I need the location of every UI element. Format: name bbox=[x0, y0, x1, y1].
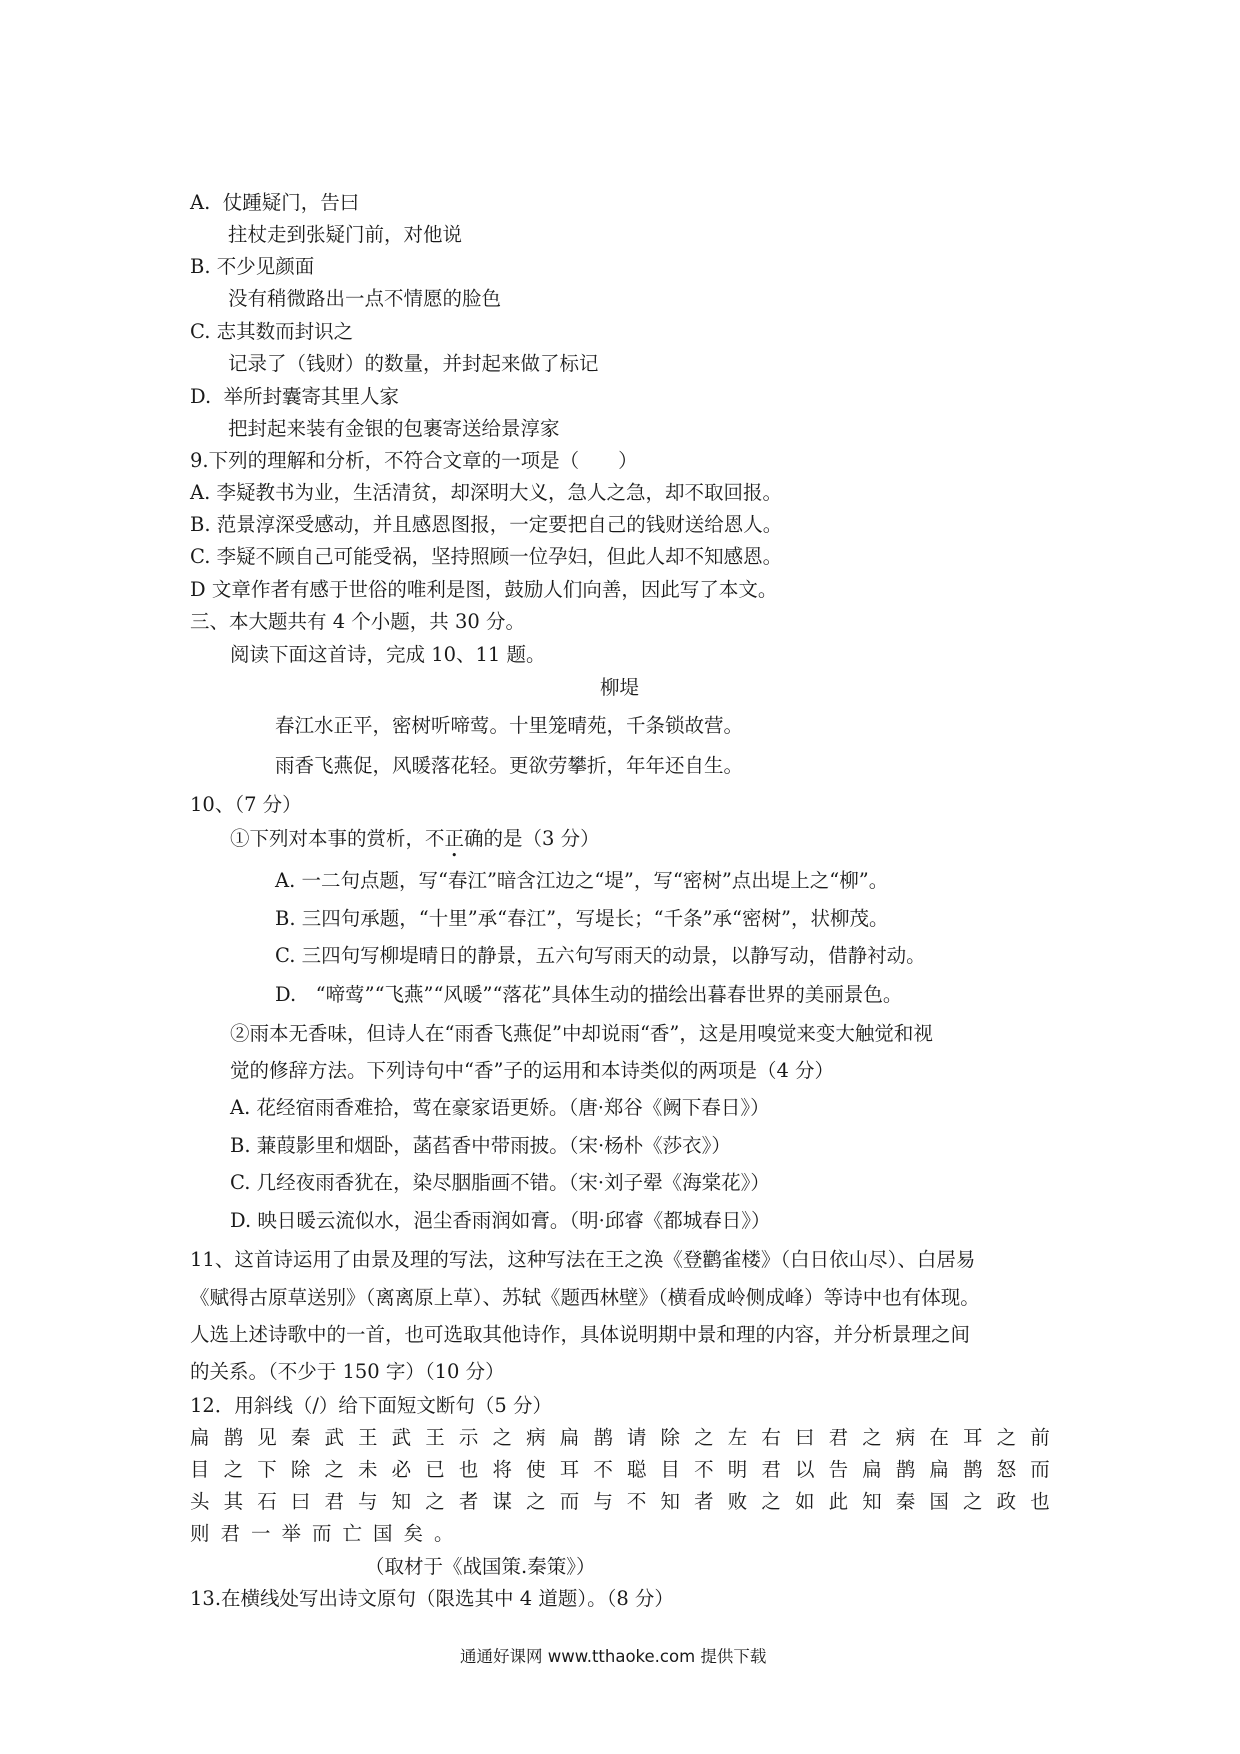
passage-char: 之 bbox=[425, 1490, 445, 1513]
q9-option-b: B. 范景淳深受感动，并且感恩图报，一定要把自己的钱财送给恩人。 bbox=[190, 513, 783, 536]
passage-char: 之 bbox=[492, 1426, 512, 1449]
q8-option-d-gloss: 把封起来装有金银的包裹寄送给景淳家 bbox=[228, 417, 560, 440]
footer-watermark: 通通好课网 www.tthaoke.com 提供下载 bbox=[460, 1647, 767, 1666]
passage-char: 扁 bbox=[190, 1426, 210, 1449]
passage-char: 与 bbox=[593, 1490, 613, 1513]
section3-heading: 三、本大题共有 4 个小题，共 30 分。 bbox=[190, 610, 526, 633]
passage-char: 示 bbox=[458, 1426, 479, 1449]
q9-option-a: A. 李疑教书为业，生活清贫，却深明大义，急人之急，却不取回报。 bbox=[190, 481, 782, 504]
passage-char: 之 bbox=[761, 1490, 781, 1513]
passage-char: 之 bbox=[862, 1426, 882, 1449]
passage-char: 怒 bbox=[996, 1458, 1017, 1481]
q8-option-d bbox=[190, 387, 399, 407]
passage-char: 其 bbox=[223, 1490, 244, 1513]
q8-option-d-label: D. bbox=[190, 385, 212, 408]
passage-char: 病 bbox=[526, 1426, 546, 1449]
q10-sub2-option-a: A. 花经宿雨香难拾，莺在豪家语更娇。（唐·郑谷《阙下春日》） bbox=[230, 1096, 770, 1119]
passage-char: 秦 bbox=[290, 1426, 311, 1449]
poem-title: 柳堤 bbox=[600, 676, 640, 699]
passage-char: 之 bbox=[526, 1490, 546, 1513]
q8-option-a-text: 仗踵疑门，告曰 bbox=[222, 191, 360, 214]
passage-char: 石 bbox=[257, 1490, 277, 1513]
q8-option-b-gloss: 没有稍微路出一点不情愿的脸色 bbox=[228, 287, 502, 310]
passage-char: 扁 bbox=[929, 1458, 949, 1481]
q12-passage-line-2 bbox=[190, 1460, 1050, 1480]
passage-char: 也 bbox=[1030, 1490, 1050, 1513]
poem-line-2: 雨香飞燕促，风暖落花轻。更欲劳攀折，年年还自生。 bbox=[275, 754, 744, 777]
passage-char: 君 bbox=[761, 1458, 781, 1481]
passage-char: 如 bbox=[794, 1490, 815, 1513]
passage-char: 目 bbox=[190, 1458, 210, 1481]
q10-sub2-option-b: B. 蒹葭影里和烟卧，菡萏香中带雨披。（宋·杨朴《莎衣》） bbox=[230, 1134, 731, 1157]
q11-line-1: 11、这首诗运用了由景及理的写法，这种写法在王之涣《登鹳雀楼》（白日依山尽）、白居易 bbox=[190, 1248, 976, 1271]
passage-char: 之 bbox=[963, 1490, 983, 1513]
passage-char: 明 bbox=[727, 1458, 748, 1481]
q10-sub2-option-c: C. 几经夜雨香犹在，染尽胭脂画不错。（宋·刘子翚《海棠花》） bbox=[230, 1171, 770, 1194]
passage-char: 君 bbox=[828, 1426, 849, 1449]
q12-passage-chars-1 bbox=[190, 1428, 1050, 1448]
q8-option-c-gloss: 记录了（钱财）的数量，并封起来做了标记 bbox=[228, 352, 599, 375]
passage-char: 而 bbox=[559, 1490, 580, 1513]
q13-heading: 13.在横线处写出诗文原句（限选其中 4 道题）。（8 分） bbox=[190, 1587, 674, 1610]
passage-char: 者 bbox=[458, 1490, 479, 1513]
passage-char: 知 bbox=[660, 1490, 681, 1513]
passage-char: 下 bbox=[257, 1458, 277, 1481]
poem-line-1: 春江水正平，密树听啼莺。十里笼晴苑，千条锁故营。 bbox=[275, 714, 744, 737]
passage-char: 使 bbox=[526, 1458, 546, 1481]
passage-char: 之 bbox=[996, 1426, 1017, 1449]
passage-char: 之 bbox=[324, 1458, 344, 1481]
passage-char: 扁 bbox=[559, 1426, 580, 1449]
q8-option-d-text: 举所封囊寄其里人家 bbox=[223, 385, 400, 408]
passage-char: 国 bbox=[929, 1490, 949, 1513]
q8-option-c bbox=[190, 322, 353, 342]
q10-sub2-option-d: D. 映日暖云流似水，浥尘香雨润如膏。（明·邱睿《都城春日》） bbox=[230, 1209, 771, 1232]
passage-char: 曰 bbox=[794, 1426, 815, 1449]
q10-sub2-line-2: 觉的修辞方法。下列诗句中“香”子的运用和本诗类似的两项是（4 分） bbox=[230, 1059, 835, 1082]
q11-line-2: 《赋得古原草送别》（离离原上草）、苏轼《题西林壁》（横看成岭侧成峰）等诗中也有体现。 bbox=[190, 1286, 980, 1309]
q12-source: （取材于《战国策.秦策》） bbox=[365, 1555, 596, 1578]
q12-passage-chars-2 bbox=[190, 1460, 1050, 1480]
q12-passage-line-4: 则君一举而亡国矣。 bbox=[190, 1522, 465, 1545]
passage-char: 在 bbox=[929, 1426, 949, 1449]
passage-char: 曰 bbox=[290, 1490, 311, 1513]
q8-option-b-label: B. bbox=[190, 255, 211, 278]
passage-char: 耳 bbox=[559, 1458, 580, 1481]
passage-char: 见 bbox=[257, 1426, 277, 1449]
q10-heading: 10、（7 分） bbox=[190, 793, 302, 816]
q8-option-a-gloss: 拄杖走到张疑门前，对他说 bbox=[228, 223, 463, 246]
passage-char: 知 bbox=[862, 1490, 882, 1513]
q12-heading: 12．用斜线（/）给下面短文断句（5 分） bbox=[190, 1394, 552, 1417]
passage-char: 此 bbox=[828, 1490, 849, 1513]
q8-option-c-text: 志其数而封识之 bbox=[216, 320, 354, 343]
q12-passage-line-1 bbox=[190, 1428, 1050, 1448]
passage-char: 知 bbox=[391, 1490, 412, 1513]
q8-option-a bbox=[190, 193, 359, 213]
passage-char: 右 bbox=[761, 1426, 781, 1449]
q12-passage-chars-3 bbox=[190, 1492, 1050, 1512]
q10-sub1-option-c: C. 三四句写柳堤晴日的静景，五六句写雨天的动景，以静写动，借静衬动。 bbox=[275, 944, 926, 967]
q10-sub1-emphasis: 不正确 bbox=[425, 827, 484, 850]
passage-char: 前 bbox=[1030, 1426, 1050, 1449]
passage-char: 谋 bbox=[492, 1490, 512, 1513]
passage-char: 与 bbox=[358, 1490, 378, 1513]
passage-char: 扁 bbox=[862, 1458, 882, 1481]
q10-sub1-stem bbox=[230, 829, 600, 849]
passage-char: 目 bbox=[660, 1458, 681, 1481]
passage-char: 头 bbox=[190, 1490, 210, 1513]
passage-char: 不 bbox=[694, 1458, 714, 1481]
passage-char: 告 bbox=[828, 1458, 849, 1481]
passage-char: 将 bbox=[492, 1458, 512, 1481]
q10-sub1-before: ①下列对本事的赏析， bbox=[230, 827, 426, 850]
q12-passage-line-3 bbox=[190, 1492, 1050, 1512]
passage-char: 鹊 bbox=[963, 1458, 983, 1481]
passage-char: 也 bbox=[458, 1458, 479, 1481]
passage-char: 王 bbox=[358, 1426, 378, 1449]
passage-char: 鹊 bbox=[895, 1458, 916, 1481]
q10-sub2-line-1: ②雨本无香味，但诗人在“雨香飞燕促”中却说雨“香”，这是用嗅觉来变大触觉和视 bbox=[230, 1022, 933, 1045]
q11-line-4: 的关系。（不少于 150 字）（10 分） bbox=[190, 1360, 505, 1383]
q9-option-d: D 文章作者有感于世俗的唯利是图，鼓励人们向善，因此写了本文。 bbox=[190, 578, 778, 601]
passage-char: 秦 bbox=[895, 1490, 916, 1513]
passage-char: 必 bbox=[391, 1458, 412, 1481]
passage-char: 王 bbox=[425, 1426, 445, 1449]
q9-stem: 9.下列的理解和分析，不符合文章的一项是（ ） bbox=[190, 449, 638, 472]
passage-char: 者 bbox=[694, 1490, 714, 1513]
passage-char: 鹊 bbox=[223, 1426, 244, 1449]
passage-char: 武 bbox=[324, 1426, 344, 1449]
q8-option-a-label: A. bbox=[190, 191, 211, 214]
passage-char: 败 bbox=[727, 1490, 748, 1513]
q10-sub1-option-a: A. 一二句点题，写“春江”暗含江边之“堤”，写“密树”点出堤上之“柳”。 bbox=[275, 869, 889, 892]
passage-char: 除 bbox=[290, 1458, 311, 1481]
passage-char: 之 bbox=[223, 1458, 244, 1481]
passage-char: 而 bbox=[1030, 1458, 1050, 1481]
q11-line-3: 人选上述诗歌中的一首，也可选取其他诗作，具体说明期中景和理的内容，并分析景理之间 bbox=[190, 1323, 971, 1346]
passage-char: 武 bbox=[391, 1426, 412, 1449]
passage-char: 君 bbox=[324, 1490, 344, 1513]
passage-char: 请 bbox=[626, 1426, 647, 1449]
passage-char: 之 bbox=[694, 1426, 714, 1449]
passage-char: 病 bbox=[895, 1426, 916, 1449]
q8-option-c-label: C. bbox=[190, 320, 211, 343]
passage-char: 未 bbox=[358, 1458, 378, 1481]
passage-char: 聪 bbox=[626, 1458, 647, 1481]
passage-char: 不 bbox=[593, 1458, 613, 1481]
passage-char: 鹊 bbox=[593, 1426, 613, 1449]
q10-sub1-after: 的是（3 分） bbox=[483, 827, 600, 850]
passage-char: 以 bbox=[794, 1458, 815, 1481]
passage-char: 政 bbox=[996, 1490, 1017, 1513]
passage-char: 左 bbox=[727, 1426, 748, 1449]
q8-option-b bbox=[190, 257, 314, 277]
q10-sub1-option-b: B. 三四句承题，“十里”承“春江”，写堤长；“千条”承“密树”，状柳茂。 bbox=[275, 907, 889, 930]
passage-char: 不 bbox=[626, 1490, 647, 1513]
q8-option-b-text: 不少见颜面 bbox=[216, 255, 315, 278]
q9-option-c: C. 李疑不顾自己可能受祸，坚持照顾一位孕妇，但此人却不知感恩。 bbox=[190, 545, 783, 568]
passage-char: 已 bbox=[425, 1458, 445, 1481]
section3-intro: 阅读下面这首诗，完成 10、11 题。 bbox=[230, 643, 546, 666]
q10-sub1-option-d: D. “啼莺”“飞燕”“风暖”“落花”具体生动的描绘出暮春世界的美丽景色。 bbox=[275, 983, 903, 1006]
passage-char: 耳 bbox=[963, 1426, 983, 1449]
passage-char: 除 bbox=[660, 1426, 681, 1449]
